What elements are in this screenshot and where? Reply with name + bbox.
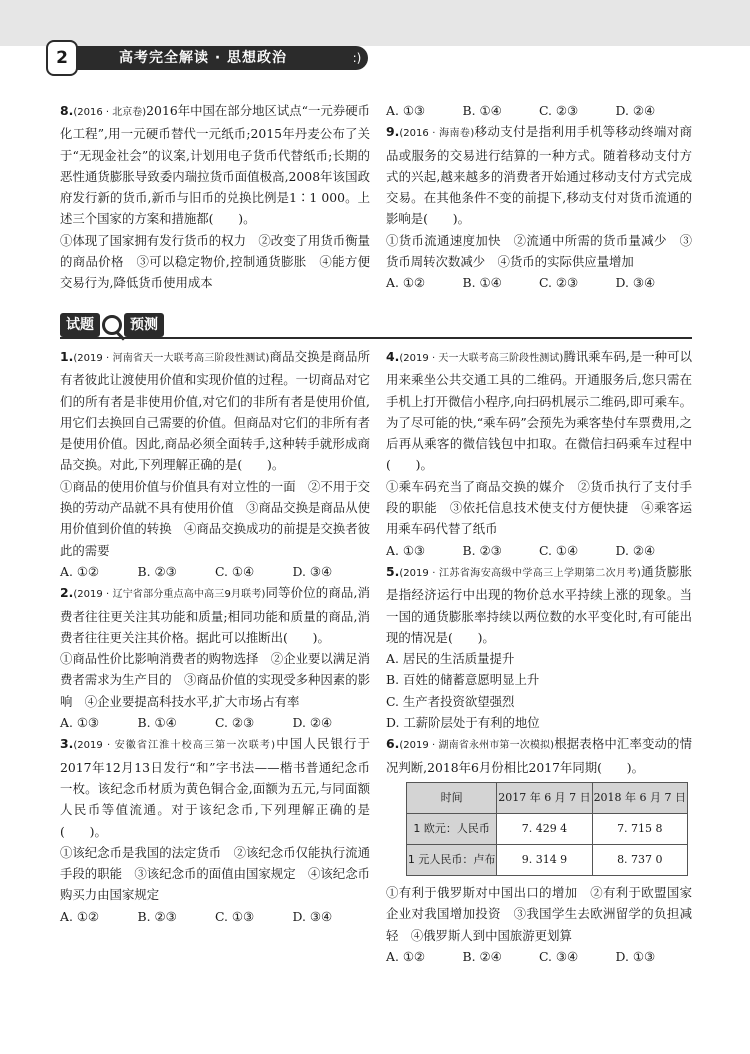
question-items: ①该纪念币是我国的法定货币 ②该纪念币仅能执行流通手段的职能 ③该纪念币的面值由国家规定 ④该纪念币购买力由国家规定 (60, 844, 370, 903)
question-source: (2019 · 江苏省海安高级中学高三上学期第二次月考) (399, 567, 641, 579)
choice-d: D. ②④ (292, 715, 333, 731)
option-a: A. 居民的生活质量提升 (386, 651, 515, 667)
magnifier-icon (102, 315, 122, 335)
choice-a: A. ①② (386, 948, 426, 964)
question-stem: 中国人民银行于2017年12月13日发行“和”字书法——楷书普通纪念币一枚。该纪念币材质为黄色铜合金,面额为五元,与同面额人民币等值流通。对于该纪念币,下列理解正确的是( )。 (60, 736, 371, 839)
question-items: ①乘车码充当了商品交换的媒介 ②货币执行了支付手段的职能 ③依托信息技术使支付方便快捷 ④乘客运用乘车码代替了纸币 (386, 478, 692, 537)
question-items: ①货币流通速度加快 ②流通中所需的货币量减少 ③货币周转次数减少 ④货币的实际供应量增加 (386, 232, 692, 270)
smile-icon: :) (346, 46, 368, 70)
question-8 (60, 100, 370, 294)
question-source: (2016 · 北京卷) (73, 107, 147, 118)
question-6 (386, 733, 692, 778)
question-stem: 同等价位的商品,消费者往往更关注其功能和质量;相同功能和质量的商品,消费者往往更关注其价格。据此可以推断出( )。 (60, 585, 370, 645)
top-right-block (386, 100, 692, 294)
question-stem: 根据表格中汇率变动的情况判断,2018年6月份相比2017年同期( )。 (386, 736, 692, 775)
question-3-choices (60, 906, 370, 927)
section-label (60, 312, 164, 338)
question-stem: 腾讯乘车码,是一种可以用来乘坐公共交通工具的二维码。开通服务后,您只需在手机上打开微信小程序,向扫码机展示二维码,即可乘车。为了尽可能的快,“乘车码”会预先为乘客垫付车票费用,之后再从乘客的微信钱包中扣取。在微信扫码乘车过程中( )。 (386, 349, 692, 473)
question-6-choices (386, 946, 692, 967)
question-number: 3. (60, 736, 74, 752)
choice-c: C. ①④ (215, 563, 255, 579)
choice-b: B. ①④ (462, 103, 502, 118)
left-column (60, 346, 370, 927)
question-4 (386, 346, 692, 476)
choice-a: A. ①② (60, 563, 100, 579)
table-header-cell: 时间 (407, 782, 497, 813)
running-header (58, 46, 348, 70)
question-items: ①商品性价比影响消费者的购物选择 ②企业要以满足消费者需求为生产目的 ③商品价值的实现受多种因素的影响 ④企业要提高科技水平,扩大市场占有率 (60, 651, 370, 709)
option-b: B. 百姓的储蓄意愿明显上升 (386, 672, 540, 688)
option-d: D. 工薪阶层处于有利的地位 (386, 715, 540, 731)
choice-d: D. ②④ (615, 542, 656, 558)
table-cell: 7. 429 4 (497, 813, 592, 844)
choice-c: C. ②③ (539, 103, 579, 118)
choice-b: B. ②③ (137, 563, 177, 579)
question-items: ①商品的使用价值与价值具有对立性的一面 ②不用于交换的劳动产品就不具有使用价值 ③商品交换是商品从使用价值到价值的转换 ④商品交换成功的前提是交换者彼此的需要 (60, 478, 370, 558)
top-band (0, 0, 750, 46)
choice-c: C. ②③ (215, 715, 255, 731)
choice-b: B. ①④ (137, 715, 177, 731)
choice-a: A. ①③ (386, 542, 426, 558)
table-row (407, 844, 688, 875)
question-4-choices (386, 540, 692, 561)
option-c: C. 生产者投资欲望强烈 (386, 693, 515, 709)
table-cell: 1 元人民币：卢布 (407, 844, 497, 875)
choice-d: D. ①③ (615, 948, 656, 964)
question-items: ①有利于俄罗斯对中国出口的增加 ②有利于欧盟国家企业对我国增加投资 ③我国学生去欧洲留学的负担减轻 ④俄罗斯人到中国旅游更划算 (386, 884, 692, 943)
choice-a: A. ①② (386, 275, 426, 291)
question-1 (60, 346, 370, 476)
question-source: (2019 · 河南省天一大联考高三阶段性测试) (73, 353, 270, 364)
question-source: (2019 · 辽宁省部分重点高中高三9月联考) (73, 589, 266, 601)
question-items: ①体现了国家拥有发行货币的权力 ②改变了用货币衡量的商品价格 ③可以稳定物价,控制通货膨胀 ④能方便交易行为,降低货币使用成本 (60, 232, 370, 291)
question-8-choices (386, 100, 692, 121)
table-cell: 8. 737 0 (592, 844, 687, 875)
exchange-rate-table (406, 782, 688, 876)
section-label-left: 试题 (60, 313, 100, 337)
question-9 (386, 121, 692, 229)
question-9-choices (386, 272, 692, 293)
section-divider (60, 337, 692, 339)
question-source: (2019 · 湖南省永州市第一次模拟) (399, 740, 555, 752)
choice-d: D. ③④ (292, 908, 333, 924)
choice-a: A. ①③ (386, 103, 426, 118)
header-title: 高考完全解读 · 思想政治 (118, 50, 288, 66)
question-1-choices (60, 561, 370, 582)
table-row (407, 813, 688, 844)
question-stem: 商品交换是商品所有者彼此让渡使用价值和实现价值的过程。一切商品对它们的所有者是非使用价值,对它们的非所有者是使用价值,用它们去换回自己需要的价值。但商品对它们的非所有者是使用价值。因此,商品必须全面转手,这种转手就形成商品交换。对此,下列理解正确的是( )。 (60, 349, 370, 473)
choice-c: C. ①③ (215, 908, 255, 924)
question-number: 9. (386, 124, 400, 140)
question-5 (386, 561, 692, 648)
table-header-cell: 2017 年 6 月 7 日 (497, 782, 592, 813)
choice-d: D. ③④ (615, 275, 656, 291)
right-column (386, 346, 692, 967)
section-label-right: 预测 (124, 313, 164, 337)
question-number: 4. (386, 349, 400, 364)
question-2 (60, 582, 370, 648)
question-number: 2. (60, 585, 74, 601)
table-cell: 7. 715 8 (592, 813, 687, 844)
question-number: 1. (60, 349, 74, 364)
choice-b: B. ②④ (462, 948, 502, 964)
question-source: (2019 · 天一大联考高三阶段性测试) (399, 353, 564, 364)
choice-a: A. ①③ (60, 715, 100, 731)
choice-c: C. ③④ (539, 948, 579, 964)
question-source: (2016 · 海南卷) (399, 128, 475, 140)
question-stem: 通货膨胀是指经济运行中出现的物价总水平持续上涨的现象。当一国的通货膨胀率持续以两位数的水平变化时,有可能出现的情况是( )。 (386, 563, 692, 645)
question-3 (60, 733, 370, 841)
choice-c: C. ①④ (539, 542, 579, 558)
choice-d: D. ③④ (292, 563, 333, 579)
choice-a: A. ①② (60, 908, 100, 924)
question-stem: 2016年中国在部分地区试点“一元券硬币化工程”,用一元硬币替代一元纸币;2015年丹麦公布了关于“无现金社会”的议案,计划用电子货币代替纸币;长期的恶性通货膨胀导致委内瑞拉货币面值极高,2008年该国政府发行新的货币,新币与旧币的兑换比例是1∶1 000。上述三个国家的方案和措施都( )。 (60, 103, 370, 227)
question-2-choices (60, 712, 370, 733)
table-header-cell: 2018 年 6 月 7 日 (592, 782, 687, 813)
choice-b: B. ②③ (462, 542, 502, 558)
choice-c: C. ②③ (539, 275, 579, 291)
choice-b: B. ②③ (137, 908, 177, 924)
table-cell: 1 欧元：人民币 (407, 813, 497, 844)
table-header-row (407, 782, 688, 813)
table-cell: 9. 314 9 (497, 844, 592, 875)
choice-d: D. ②④ (615, 103, 656, 118)
choice-b: B. ①④ (462, 275, 502, 291)
question-stem: 移动支付是指利用手机等移动终端对商品或服务的交易进行结算的一种方式。随着移动支付方式的兴起,越来越多的消费者开始通过移动支付方式完成交易。在其他条件不变的前提下,移动支付对货币流通的影响是( )。 (386, 124, 692, 227)
question-source: (2019 · 安徽省江淮十校高三第一次联考) (73, 740, 276, 752)
page-number: 2 (46, 40, 78, 76)
question-number: 5. (386, 563, 400, 579)
question-number: 8. (60, 103, 74, 118)
question-number: 6. (386, 736, 400, 752)
